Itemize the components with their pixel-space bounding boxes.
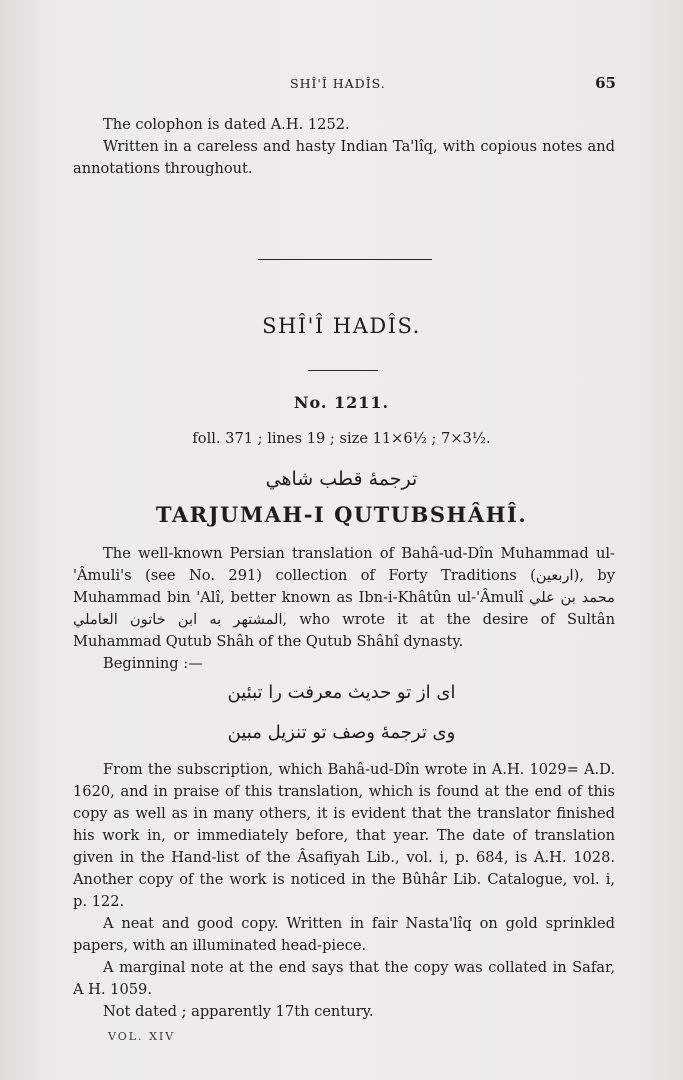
script-description: Written in a careless and hasty Indian Ta'lîq, with copious notes and annotations throughout.: [73, 138, 615, 177]
entry-notes: [73, 759, 615, 1023]
arabic-title: ترجمهٔ قطب شاهي: [265, 468, 418, 490]
section-divider-rule: [258, 259, 432, 260]
colophon-line: The colophon is dated A.H. 1252.: [103, 116, 350, 133]
running-head: [0, 76, 683, 100]
title-underline-rule: [308, 370, 378, 371]
page-number: 65: [595, 74, 616, 92]
marginal-note: A marginal note at the end says that the copy was collated in Safar, A H. 1059.: [73, 959, 615, 998]
section-title: SHÎ'Î HADÎS.: [262, 314, 421, 338]
running-title: SHÎ'Î HADÎS.: [290, 76, 386, 91]
arabic-verse-line-1: ای از تو حدیث معرفت را تبئین: [227, 682, 456, 703]
entry-title: TARJUMAH-I QUTUBSHÂHÎ.: [155, 502, 528, 527]
entry-number: No. 1211.: [293, 393, 390, 412]
manuscript-dimensions: foll. 371 ; lines 19 ; size 11×6½ ; 7×3½.: [192, 430, 491, 447]
subscription-paragraph: From the subscription, which Bahâ-ud-Dîn wrote in A.H. 1029= A.D. 1620, and in praise of this translation, which is found at the end of this copy as well as in many others, it is evident that the translator finished his work in, or immediately before, that year. The date of translation given in the Hand-list of the Âsafiyah Lib., vol. i, p. 684, is A.H. 1028. Another copy of the work is noticed in the Bûhâr Lib. Catalogue, vol. i, p. 122.: [73, 761, 615, 910]
beginning-label: Beginning :—: [103, 655, 203, 672]
previous-entry-text: [73, 114, 615, 180]
volume-signature: VOL. XIV: [108, 1030, 176, 1043]
date-note: Not dated ; apparently 17th century.: [103, 1003, 374, 1020]
copy-description: A neat and good copy. Written in fair Nasta'lîq on gold sprinkled papers, with an illuminated head-piece.: [73, 915, 615, 954]
entry-description: [73, 543, 615, 675]
description-paragraph: The well-known Persian translation of Bahâ-ud-Dîn Muhammad ul-'Âmuli's (see No. 291) collection of Forty Traditions (اربعين), by Muhammad bin 'Alî, better known as Ibn-i-Khâtûn ul-'Âmulî محمد بن علي المشتهر به ابن خاتون العاملي, who wrote it at the desire of Sultân Muhammad Qutub Shâh of the Qutub Shâhî dynasty.: [73, 545, 615, 650]
arabic-verse-line-2: وی ترجمهٔ وصف تو تنزیل مبین: [227, 722, 456, 743]
